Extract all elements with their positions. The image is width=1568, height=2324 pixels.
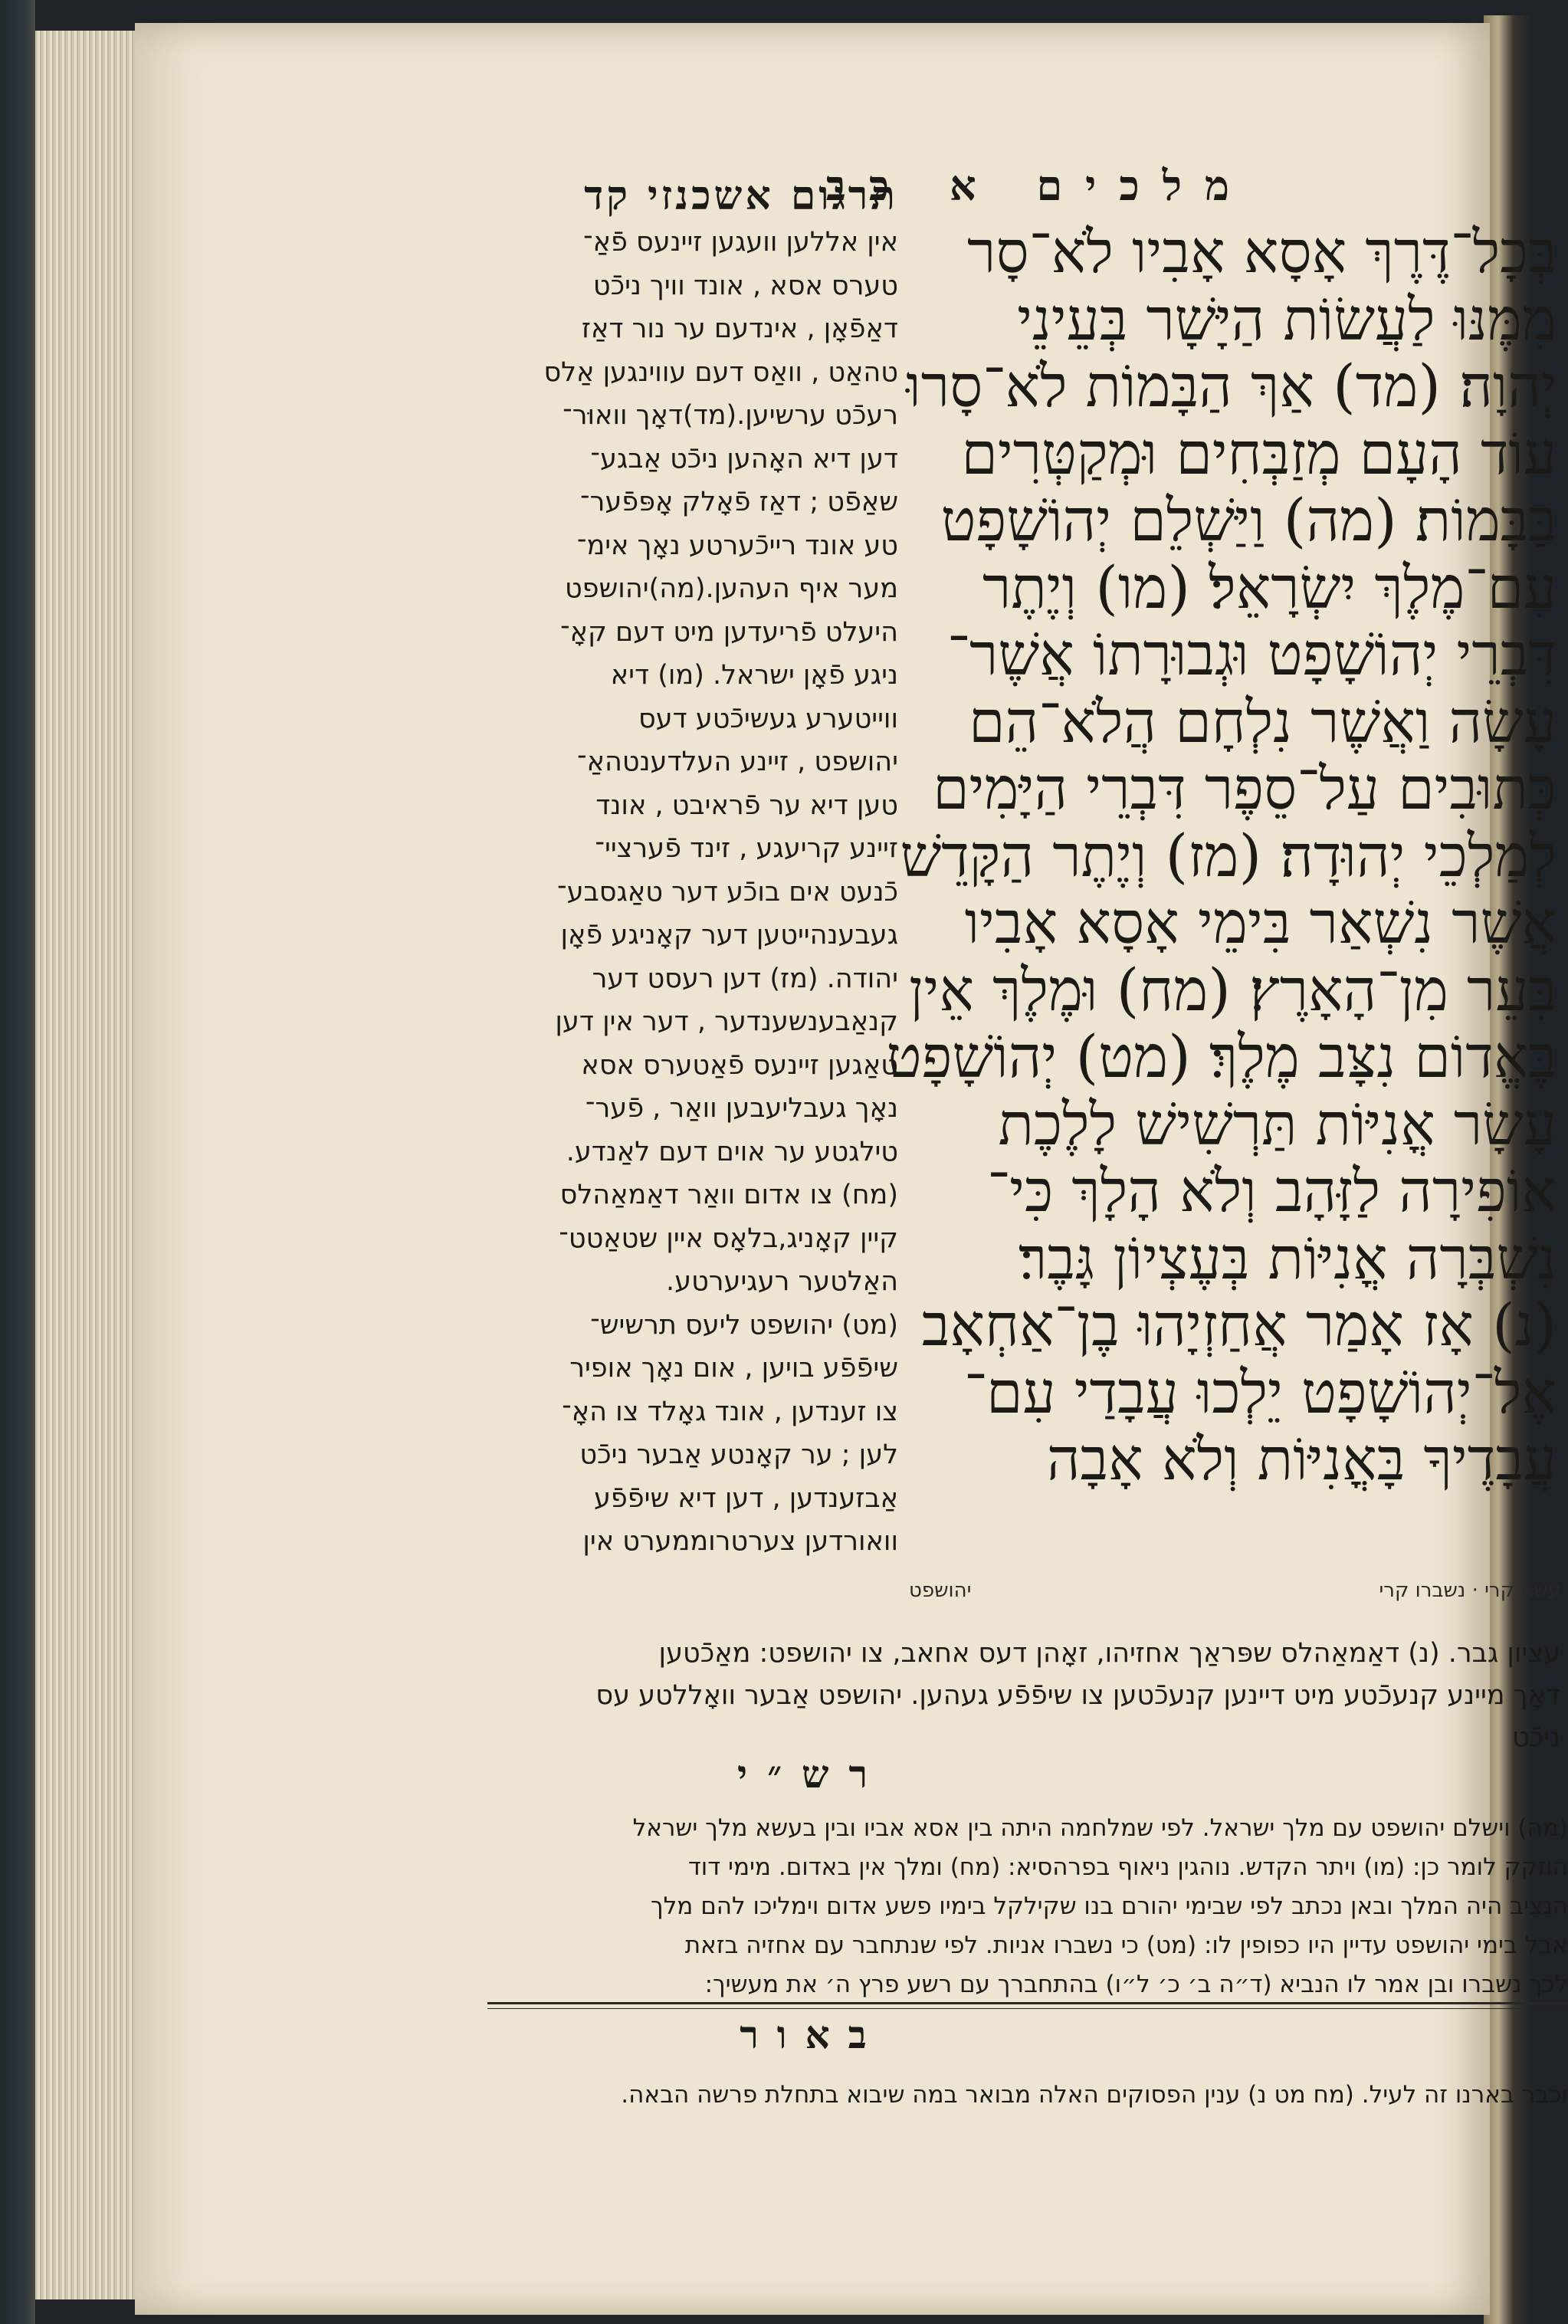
translation-line: טאַגען זיינעס פֿאַטערס אסא: [581, 1049, 898, 1081]
main-text-line: עָשָׂה וַאֲשֶׁר נִלְחָם הֲלֹא־הֵם: [969, 687, 1557, 756]
rashi-line: (מה) וישלם יהושפט עם מלך ישראל. לפי שמלחמה היתה בין אסא אביו ובין בעשא מלך ישראל: [632, 1814, 1568, 1842]
main-text-line: עֲבָדֶיךָ בָּאֳנִיּוֹת וְלֹא אָבָה: [1046, 1425, 1557, 1493]
rashi-commentary: [487, 1809, 1568, 2004]
main-text-line: בַּבָּמוֹת׃ (מה) וַיַּשְׁלֵם יְהוֹשָׁפָט: [940, 486, 1557, 554]
translation-line: אין אללען וועגען זיינעס פֿאַ־: [582, 227, 898, 258]
main-text-line: בְּכָל־דֶּרֶךְ אָסָא אָבִיו לֹא־סָר: [967, 218, 1557, 286]
rashi-line: אבל בימי יהושפט עדיין היו כפופין לו: (מט) כי נשברו אניות. לפי שנתחבר עם אחזיה בזאת: [684, 1932, 1568, 1959]
translation-line: שיפֿפֿע בויען , אום נאָך אופיר: [569, 1353, 898, 1384]
translation-line: נאָך געבליעבען וואַר , פֿער־: [585, 1093, 898, 1124]
translation-line: קיין קאָניג,בלאָס איין שטאַטט־: [559, 1223, 898, 1254]
main-text-line: כְּתוּבִים עַל־סֵפֶר דִּבְרֵי הַיָּמִים: [933, 754, 1557, 822]
translation-line: ניכֿט: [1511, 1722, 1560, 1753]
biur-line: וכבר בארנו זה לעיל. (מח מט נ) ענין הפסוקים האלה מבואר במה שיבוא בתחלת פרשה הבאה.: [621, 2081, 1568, 2109]
qere-note-name: יהושפט: [909, 1579, 972, 1602]
translation-line: טהאַט , וואַס דעם עווינגען אַלס: [543, 356, 898, 388]
main-text-line: עִם־מֶלֶךְ יִשְׂרָאֵל׃ (מו) וְיֶתֶר: [982, 553, 1557, 622]
translation-line: (מט) יהושפט ליעס תרשיש־: [590, 1309, 898, 1341]
translation-line: קנאַבענשענדער , דער אין דען: [555, 1006, 898, 1037]
translation-line: מער איף העהען.(מה)יהושפט: [564, 573, 898, 604]
rashi-heading: רש״י: [736, 1751, 888, 1797]
translation-line: צו זענדען , אונד גאָלד צו האָ־: [562, 1396, 898, 1427]
translation-line: געבענהייטען דער קאָניגע פֿאָן: [560, 920, 898, 950]
main-text-line: יְהוָה׃ (מד) אַךְ הַבָּמוֹת לֹא־סָרוּ: [906, 352, 1557, 420]
translation-line: אַבזענדען , דען דיא שיפֿפֿע: [594, 1482, 898, 1514]
yiddish-translation-column: [469, 221, 898, 1564]
translation-header: תרגום אשכנזי קד: [584, 172, 898, 219]
book-cover-edge: [0, 0, 35, 2324]
main-text-line: בֶּאֱדוֹם נִצָּב מֶלֶךְ׃ (מט) יְהוֹשָׁפָט: [886, 1022, 1557, 1091]
translation-line: וואורדען צערטרוממערט אין: [582, 1526, 898, 1557]
rashi-line: לכך נשברו ובן אמר לו הנביא (ד״ה ב׳ כ׳ ל״ו) בהתחברך עם רשע פרץ ה׳ את מעשיך:: [704, 1971, 1568, 1998]
translation-line: זיינע קריעגע , זינד פֿערציי־: [595, 833, 898, 864]
translation-line: טילגטע ער אוים דעם לאַנדע.: [566, 1136, 898, 1167]
translation-line: שאַפֿט ; דאַז פֿאָלק אָפּפֿער־: [579, 487, 898, 517]
section-divider: [487, 2008, 1568, 2009]
main-text-line: אֲשֶׁר נִשְׁאַר בִּימֵי אָסָא אָבִיו: [964, 888, 1557, 957]
qere-note: עשה קרי · נשברו קרי: [1379, 1579, 1560, 1602]
section-divider: [487, 2002, 1568, 2004]
translation-line: כֿנעט אים בוכֿע דער טאַגסבע־: [556, 876, 898, 908]
biur-commentary: [487, 2076, 1568, 2114]
rashi-line: הנציב היה המלך ובאן נכתב לפי שבימי יהורם בנו שקילקל בימיו פשע אדום וימליכו להם מלך: [651, 1892, 1568, 1920]
main-text-line: מִמֶּנּוּ לַעֲשׂוֹת הַיָּשָׁר בְּעֵינֵי: [1017, 284, 1557, 353]
main-text-line: לְמַלְכֵי יְהוּדָה׃ (מז) וְיֶתֶר הַקָּדֵשׁ: [900, 821, 1557, 890]
marginal-notes: [909, 1579, 1560, 1602]
translation-line: דאָך מיינע קנעכֿטע מיט דיינען קנעכֿטען צו שיפֿפֿע געהען. יהושפט אַבער וואָללטע עס: [595, 1680, 1560, 1711]
page-edges: [35, 31, 143, 2299]
page-title: מלכים א כב: [825, 161, 1252, 210]
main-text-line: אוֹפִירָה לַזָּהָב וְלֹא הָלָךְ כִּי־: [987, 1157, 1557, 1225]
main-text-line: בִּעֵר מִן־הָאָרֶץ׃ (מח) וּמֶלֶךְ אֵין: [909, 955, 1557, 1024]
translation-line: יהושפט , זיינע העלדענטהאַ־: [576, 747, 898, 777]
book-page: [135, 23, 1568, 2315]
rashi-line: הוזקק לומר כן: (מו) ויתר הקדש. נוהגין ניאוף בפרהסיא: (מח) ומלך אין באדום. מימי דוד: [687, 1853, 1568, 1881]
translation-line: טע אונד רייכֿערטע נאָך אימ־: [576, 530, 898, 561]
translation-line: (מח) צו אדום וואַר דאַמאַהלס: [559, 1180, 898, 1210]
main-text-line: עוֹד הָעָם מְזַבְּחִים וּמְקַטְּרִים: [961, 419, 1557, 487]
main-text-line: אֶל־יְהוֹשָׁפָט יֵלְכוּ עֲבָדַי עִם־: [963, 1357, 1557, 1426]
translation-line: יהודה. (מז) דען רעסט דער: [592, 963, 898, 994]
hebrew-main-text: [886, 218, 1557, 1493]
translation-line: ווייטערע געשיכֿטע דעס: [638, 703, 898, 734]
translation-line: טערס אסא , אונד וויך ניכֿט: [592, 270, 898, 301]
main-text-line: עָשָׂר אֳנִיּוֹת תַּרְשִׁישׁ לָלֶכֶת: [998, 1089, 1557, 1158]
biur-heading: באור: [740, 2012, 885, 2057]
translation-line: דען דיא האָהען ניכֿט אַבגע־: [590, 443, 898, 474]
translation-line: היעלט פֿריעדען מיט דעם קאָ־: [560, 616, 898, 648]
translation-line: טען דיא ער פֿראיבט , אונד: [595, 789, 898, 821]
translation-line: רעכֿט ערשיען.(מד)דאָך וואוּר־: [563, 400, 898, 431]
translation-continuation: [487, 1633, 1560, 1759]
translation-line: האַלטער רעגיערטע.: [666, 1266, 898, 1297]
main-text-line: (נ) אָז אָמַר אֲחַזְיָהוּ בֶן־אַחְאָב: [921, 1291, 1557, 1359]
translation-line: עציון גבר. (נ) דאַמאַהלס שפּראַך אחזיהו, זאָהן דעס אחאב, צו יהושפט: מאַכֿטען: [658, 1638, 1560, 1669]
main-text-line: נִשְׁבְּרָה אֳנִיּוֹת בְּעֶצְיוֹן גָּבֶר׃: [1019, 1223, 1557, 1292]
translation-line: ניגע פֿאָן ישראל. (מו) דיא: [610, 660, 898, 691]
main-text-line: דִּבְרֵי יְהוֹשָׁפָט וּגְבוּרָתוֹ אֲשֶׁר־: [946, 620, 1557, 688]
translation-line: דאַפֿאָן , אינדעם ער נור דאַז: [581, 313, 898, 344]
translation-line: לען ; ער קאָנטע אַבער ניכֿט: [579, 1439, 898, 1470]
